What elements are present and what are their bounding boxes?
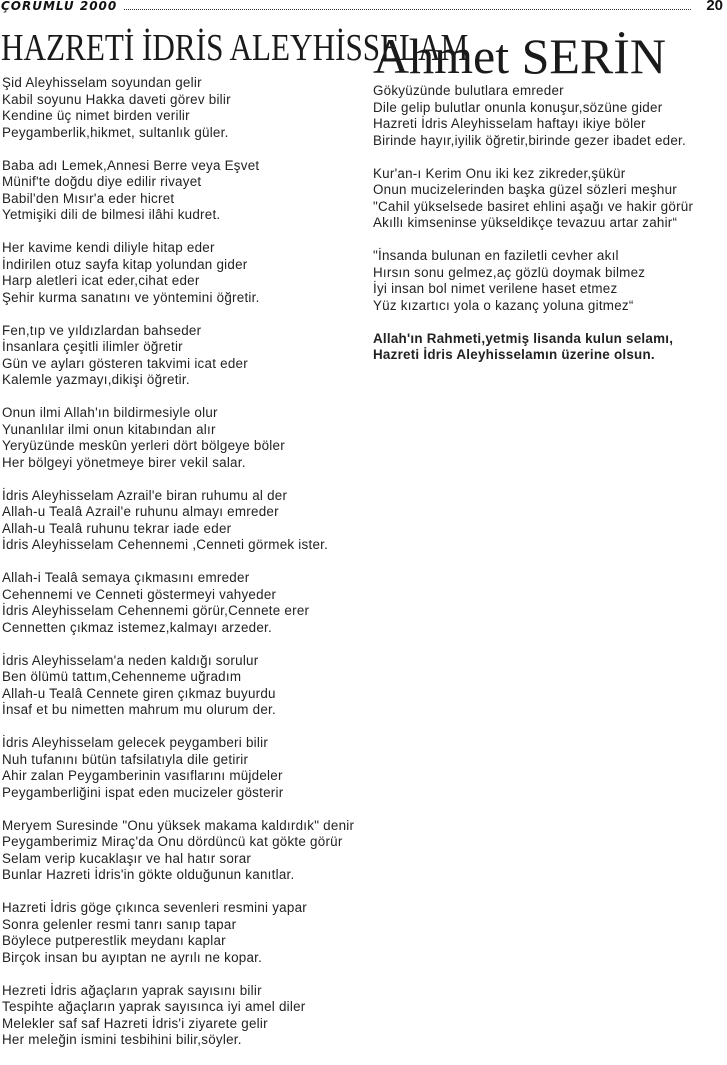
poem-line: Kalemle yazmayı,dikişi öğretir. (2, 372, 190, 387)
poem-line: Her kavime kendi diliyle hitap eder (2, 240, 215, 255)
stanza (2, 653, 402, 719)
page-number: 20 (706, 0, 723, 14)
poem-line: Hezreti İdris ağaçların yaprak sayısını bilir (2, 982, 262, 998)
publication-name: ÇORUMLU 2000 (1, 0, 118, 13)
poem-line: İndirilen otuz sayfa kitap yolundan gider (2, 256, 248, 272)
poem-line: Babil'den Mısır'a eder hicret (2, 190, 175, 206)
poem-line: Peygamberlik,hikmet, sultanlık güler. (2, 124, 229, 140)
poem-line: Birinde hayır,iyilik öğretir,birinde gezer ibadet eder. (373, 132, 686, 148)
stanza (2, 983, 402, 1049)
stanza (2, 570, 402, 636)
poem-line: Yunanlılar ilmi onun kitabından alır (2, 421, 216, 437)
poem-line: Münif'te doğdu diye edilir rivayet (2, 174, 202, 189)
stanza (2, 240, 402, 306)
poem-line: Harp aletleri icat eder,cihat eder (2, 273, 200, 288)
poem-line: Birçok insan bu ayıptan ne ayrılı ne kopar. (2, 949, 263, 965)
poem-line: İdris Aleyhisselam gelecek peygamberi bilir (2, 735, 269, 750)
stanza (2, 488, 402, 554)
poem-line: Böylece putperestlik meydanı kaplar (2, 933, 226, 948)
poem-line: Fen,tıp ve yıldızlardan bahseder (2, 322, 202, 338)
poem-line: Cehennemi ve Cenneti göstermeyi vahyeder (2, 586, 277, 602)
poem-line: Ahir zalan Peygamberinin vasıflarını müjdeler (2, 768, 283, 783)
header-dotted-leader (124, 9, 691, 10)
poem-line: Gün ve ayları gösteren takvimi icat eder (2, 355, 248, 371)
poem-line: İnsaf et bu nimetten mahrum mu olurum der. (2, 702, 276, 717)
poem-line: Peygamberimiz Miraç'da Onu dördüncü kat gökte görür (2, 834, 343, 849)
poem-line: Hazreti İdris göge çıkınca sevenleri resmini yapar (2, 900, 307, 915)
poem-line: Sonra gelenler resmi tanrı sanıp tapar (2, 916, 237, 932)
poem-line: Allah-u Tealâ Azrail'e ruhunu almayı emreder (2, 504, 279, 519)
poem-line: Her meleğin ismini tesbihini bilir,söyler. (2, 1032, 242, 1047)
poem-line: "Cahil yükselsede basiret ehlini aşağı ve hakir görür (373, 198, 694, 214)
poem-line: Yeryüzünde meskûn yerleri dört bölgeye böler (2, 438, 285, 453)
poem-line: "İnsanda bulunan en faziletli cevher akıl (373, 248, 619, 263)
poem-line: Meryem Suresinde "Onu yüksek makama kaldırdık" denir (2, 817, 355, 833)
poem-line: Allah-i Tealâ semaya çıkmasını emreder (2, 570, 250, 585)
poem-line: Onun ilmi Allah'ın bildirmesiyle olur (2, 405, 218, 420)
stanza (2, 405, 402, 471)
poem-line: Akıllı kimseninse yükseldikçe tevazuu artar zahir“ (373, 215, 678, 230)
poem-line: Her bölgeyi yönetmeye birer vekil salar. (2, 454, 246, 470)
poem-line: Yetmişiki dili de bilmesi ilâhi kudret. (2, 207, 221, 222)
poem-line: Allah-u Tealâ Cennete giren çıkmaz buyurdu (2, 685, 276, 701)
poem-right-column (373, 83, 727, 380)
poem-line: Hazreti İdris Aleyhisselam haftayı ikiye böler (373, 116, 646, 131)
poem-line: Kabil soyunu Hakka daveti görev bilir (2, 91, 231, 107)
stanza (2, 75, 402, 141)
poem-line: Ben ölümü tattım,Cehenneme uğradım (2, 669, 242, 684)
poem-title: HAZRETİ İDRİS ALEYHİSSELAM (1, 27, 469, 69)
poem-line: İdris Aleyhisselam Cehennemi görür,Cennete erer (2, 603, 310, 618)
stanza (2, 735, 402, 801)
poem-line: Cennetten çıkmaz istemez,kalmayı arzeder. (2, 619, 272, 635)
poem-line: İnsanlara çeşitli ilimler öğretir (2, 339, 183, 354)
page-header (0, 0, 727, 16)
poem-left-column (2, 75, 402, 1065)
closing-stanza (373, 331, 727, 364)
poem-line: Gökyüzünde bulutlara emreder (373, 83, 564, 98)
poem-line: Kur'an-ı Kerim Onu iki kez zikreder,şükür (373, 165, 626, 181)
poem-line: İdris Aleyhisselam Cehennemi ,Cenneti görmek ister. (2, 537, 329, 552)
poem-line: Yüz kızartıcı yola o kazanç yoluna gitmez“ (373, 297, 634, 313)
closing-line: Hazreti İdris Aleyhisselamın üzerine olsun. (373, 347, 655, 362)
poem-line: İdris Aleyhisselam'a neden kaldığı sorulur (2, 652, 259, 668)
poem-line: Tespihte ağaçların yaprak sayısınca iyi amel diler (2, 999, 306, 1014)
poem-line: Bunlar Hazreti İdris'in gökte olduğunun kanıtlar. (2, 867, 295, 882)
poem-line: İdris Aleyhisselam Azrail'e biran ruhumu al der (2, 487, 288, 503)
stanza (373, 248, 727, 314)
poem-line: İyi insan bol nimet verilene haset etmez (373, 281, 618, 296)
poem-line: Hırsın sonu gelmez,aç gözlü doymak bilmez (373, 264, 646, 280)
stanza (373, 83, 727, 149)
stanza (2, 818, 402, 884)
poem-line: Onun mucizelerinden başka güzel sözleri meşhur (373, 182, 678, 197)
stanza (2, 900, 402, 966)
poem-line: Allah-u Tealâ ruhunu tekrar iade eder (2, 520, 232, 536)
poem-line: Kendine üç nimet birden verilir (2, 108, 190, 123)
poem-line: Nuh tufanını bütün tafsilatıyla dile getirir (2, 751, 249, 767)
poem-line: Melekler saf saf Hazreti İdris'i ziyarete gelir (2, 1015, 268, 1031)
poem-line: Selam verip kucaklaşır ve hal hatır sorar (2, 850, 252, 866)
poem-author: Ahmet SERİN (373, 28, 667, 84)
poem-line: Peygamberliğini ispat eden mucizeler gösterir (2, 784, 284, 800)
poem-line: Şid Aleyhisselam soyundan gelir (2, 75, 202, 90)
poem-line: Baba adı Lemek,Annesi Berre veya Eşvet (2, 157, 260, 173)
poem-line: Dile gelip bulutlar onunla konuşur,sözüne gider (373, 99, 663, 115)
closing-line: Allah'ın Rahmeti,yetmiş lisanda kulun selamı, (373, 330, 674, 346)
stanza (373, 166, 727, 232)
stanza (2, 158, 402, 224)
poem-line: Şehir kurma sanatını ve yöntemini öğretir. (2, 289, 260, 305)
stanza (2, 323, 402, 389)
